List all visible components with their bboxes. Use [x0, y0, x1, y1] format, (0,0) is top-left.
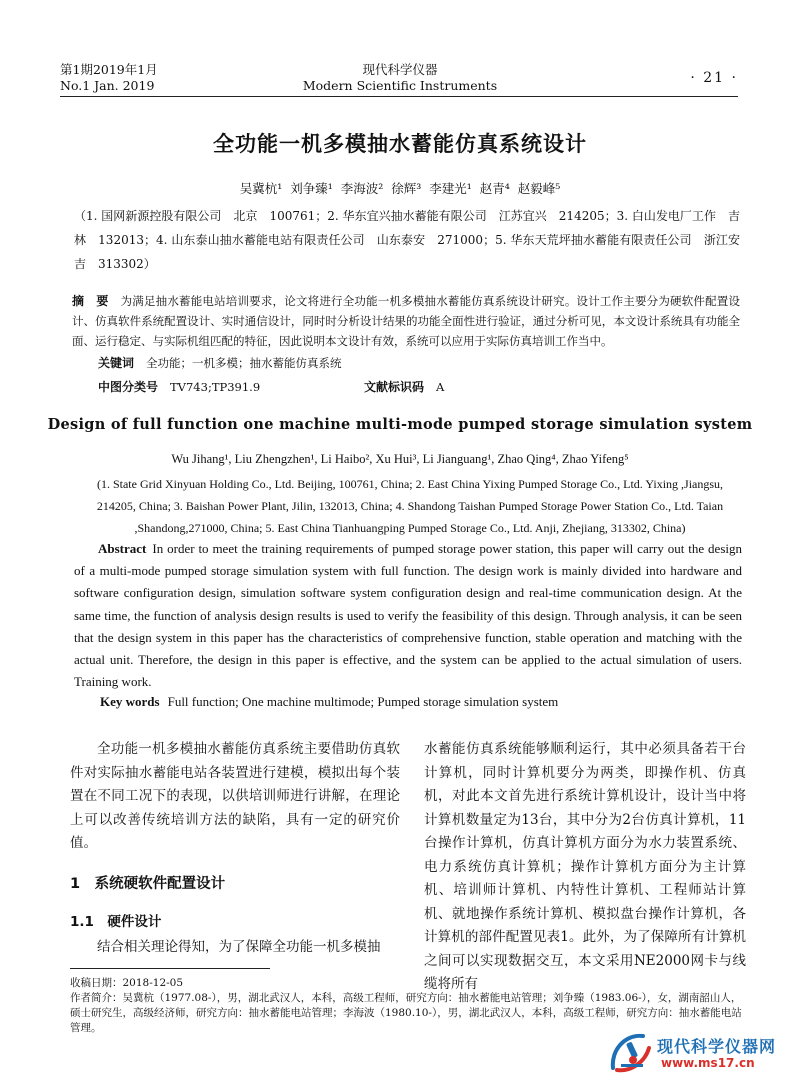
keywords-en-label: Key words	[100, 694, 160, 709]
keywords-en-text: Full function; One machine multimode; Pumped storage simulation system	[167, 694, 559, 709]
affiliations-en: (1. State Grid Xinyuan Holding Co., Ltd. Beijing, 100761, China; 2. East China Yixing Pumped Storage Co., Ltd. Yixing ,Jiangsu, 214205, China; 3. Baishan Power Plant, Jilin, 132013, China; 4. Shandong Taishan Pumped Storage Power Station Co., Ltd. Taian ,Shandong,271000, China; 5. East China Tianhuangping Pumped Storage Co., Ltd. Anji, Zhejiang, 313302, China)	[96, 477, 724, 535]
affiliations-cn: （1. 国网新源控股有限公司 北京 100761；2. 华东宜兴抽水蓄能有限公司 江苏宜兴 214205；3. 白山发电厂工作 吉林 132013；4. 山东泰山抽水蓄能电站有限责任公司 山东泰安 271000；5. 华东天荒坪抽水蓄能有限责任公司 浙江安吉 313302）	[74, 209, 740, 271]
watermark-name: 现代科学仪器网	[657, 1037, 777, 1056]
document-code-label: 文献标识码	[364, 380, 425, 394]
header-journal-en: Modern Scientific Instruments	[302, 78, 498, 93]
authors-en: Wu Jihang¹, Liu Zhengzhen¹, Li Haibo², Xu Hui³, Li Jianguang¹, Zhao Qing⁴, Zhao Yifeng⁵	[171, 452, 629, 466]
hardware-paragraph-text: 结合相关理论得知，为了保障全功能一机多模抽	[97, 939, 381, 955]
microscope-logo-icon	[607, 1028, 655, 1076]
abstract-en	[74, 538, 742, 693]
body-right-column	[424, 738, 746, 997]
keywords-cn-text: 全功能；一机多模；抽水蓄能仿真系统	[146, 356, 342, 370]
section-heading-1-1: 1.1 硬件设计	[70, 914, 162, 930]
intro-paragraph: 全功能一机多模抽水蓄能仿真系统主要借助仿真软件对实际抽水蓄能电站各装置进行建模，模拟出每个装置在不同工况下的表现，以供培训师进行讲解，在理论上可以改善传统培训方法的缺陷，具有一定的研究价值。	[70, 741, 400, 851]
body-left-column	[70, 738, 400, 856]
hardware-paragraph	[70, 936, 400, 960]
right-column-paragraph: 水蓄能仿真系统能够顺利运行，其中必须具备若干台计算机，同时计算机要分为两类，即操作机、仿真机，对此本文首先进行系统计算机设计，设计当中将计算机数量定为13台，其中分为2台仿真计算机，11台操作计算机，仿真计算机方面分为水力装置系统、电力系统仿真计算机；操作计算机方面分为主计算机、培训师计算机、内特性计算机、工程师站计算机、就地操作系统计算机、模拟盘台操作计算机，各计算机的部件配置见表1。此外，为了保障所有计算机之间可以实现数据交互，本文采用NE2000网卡与线缆将所有	[424, 741, 746, 992]
header-journal-cn: 现代科学仪器	[362, 62, 438, 77]
classification-code	[98, 378, 260, 395]
paper-title-cn: 全功能一机多模抽水蓄能仿真系统设计	[213, 131, 587, 156]
document-code-value: A	[436, 380, 445, 394]
keywords-en	[100, 694, 742, 710]
document-code	[364, 378, 444, 395]
keywords-cn-label: 关键词	[98, 356, 135, 370]
header-issue-cn: 第1期2019年1月	[60, 62, 158, 77]
abstract-cn	[72, 291, 740, 351]
keywords-cn	[98, 354, 740, 371]
footnote-received: 收稿日期：2018-12-05	[70, 977, 184, 989]
header-page-number: · 21 ·	[690, 70, 738, 86]
authors-cn: 吴冀杭¹ 刘争臻¹ 李海波² 徐辉³ 李建光¹ 赵青⁴ 赵毅峰⁵	[239, 181, 561, 196]
watermark	[607, 1028, 782, 1076]
footnote	[70, 976, 742, 1036]
classification-label: 中图分类号	[98, 380, 159, 394]
header-issue-en: No.1 Jan. 2019	[60, 78, 155, 93]
watermark-url: www.ms17.cn	[661, 1056, 755, 1070]
footnote-bio: 作者简介：吴冀杭（1977.08-），男，湖北武汉人，本科，高级工程师，研究方向：抽水蓄能电站管理；刘争臻（1983.06-），女，湖南韶山人，硕士研究生，高级经济师，研究方向：抽水蓄能电站管理；李海波（1980.10-），男，湖北武汉人，本科，高级工程师，研究方向：抽水蓄能电站管理。	[70, 992, 742, 1034]
header-journal	[250, 62, 550, 94]
header-issue	[60, 62, 158, 94]
abstract-en-label: Abstract	[98, 541, 147, 556]
section-heading-1: 1 系统硬软件配置设计	[70, 876, 226, 892]
paper-title-en: Design of full function one machine multi-mode pumped storage simulation system	[47, 416, 753, 433]
header-rule	[60, 96, 738, 97]
classification-value: TV743;TP391.9	[170, 380, 261, 394]
footnote-rule	[70, 968, 270, 969]
abstract-cn-label: 摘 要	[72, 294, 109, 308]
abstract-cn-text: 为满足抽水蓄能电站培训要求，论文将进行全功能一机多模抽水蓄能仿真系统设计研究。设计工作主要分为硬软件配置设计、仿真软件系统配置设计、实时通信设计，同时时分析设计结果的功能全面性进行验证，通过分析可见，本文设计系统具有功能全面、运行稳定、与实际机组匹配的特征，因此说明本文设计有效，系统可以应用于实际仿真培训工作当中。	[72, 294, 740, 348]
abstract-en-text: In order to meet the training requirements of pumped storage power station, this paper will carry out the design of a multi-mode pumped storage simulation system with full function. The design work is mainly divided into hardware and software configuration design, simulation software system configuration design and real-time communication design. At the same time, the function of analysis design results is used to verify the feasibility of this design. Through analysis, it can be seen that the design system in this paper has the characteristics of comprehensive function, stable operation and matching with the actual unit. Therefore, the design in this paper is effective, and the system can be applied to the actual simulation of users. Training work.	[74, 541, 742, 690]
